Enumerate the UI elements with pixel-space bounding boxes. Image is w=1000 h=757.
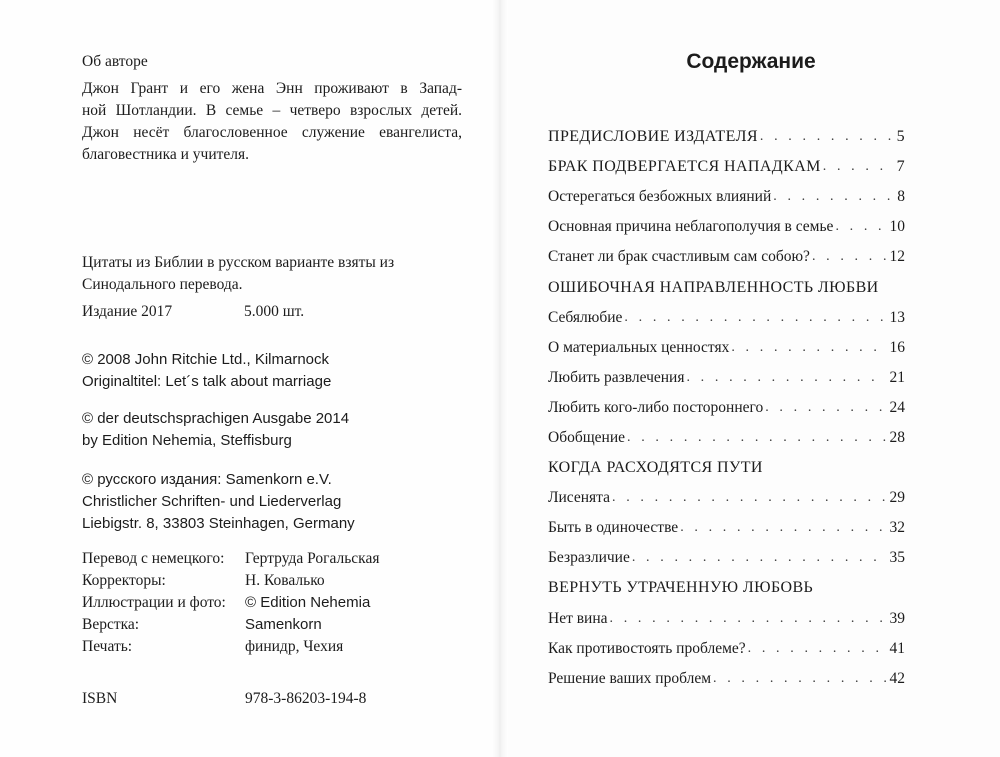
toc-title-text: Нет вина: [548, 609, 608, 627]
toc-title-text: Безразличие: [548, 549, 630, 567]
edition-info: [82, 301, 305, 323]
toc-title-text: ВЕРНУТЬ УТРАЧЕННУЮ ЛЮБОВЬ: [548, 579, 814, 597]
toc-page-number: 8: [897, 188, 905, 206]
credit-label: Корректоры:: [82, 572, 166, 589]
toc-title: Содержание: [686, 50, 816, 73]
credit-value: Н. Ковалько: [245, 572, 325, 589]
toc-section-row: [548, 272, 905, 302]
toc-page-number: 21: [889, 368, 905, 386]
toc-leader-dots: [713, 671, 885, 687]
credit-value: © Edition Nehemia: [245, 594, 371, 611]
credit-label: Печать:: [82, 638, 133, 655]
table-of-contents: [548, 122, 905, 694]
about-author-heading: Об авторе: [82, 53, 148, 70]
toc-entry-row: [548, 664, 905, 694]
toc-page-number: 41: [889, 639, 905, 657]
toc-title-text: ПРЕДИСЛОВИЕ ИЗДАТЕЛЯ: [548, 128, 758, 146]
credit-value: Гертруда Рогальская: [245, 550, 380, 567]
credit-row: [82, 570, 462, 592]
credit-value: Samenkorn: [245, 616, 322, 633]
about-line: Джон несёт благословенное служение евангелиста,: [82, 124, 462, 141]
toc-page-number: 13: [889, 308, 905, 326]
toc-title-text: Остерегаться безбожных влияний: [548, 188, 772, 206]
toc-page-number: 35: [889, 549, 905, 567]
about-line: благовестника и учителя.: [82, 146, 250, 163]
toc-title-text: Основная причина неблагополучия в семье: [548, 218, 834, 236]
toc-entry-row: [548, 423, 905, 453]
toc-entry-row: [548, 333, 905, 363]
copyright-line: © der deutschsprachigen Ausgabe 2014: [82, 410, 350, 427]
isbn-value: 978-3-86203-194-8: [245, 690, 367, 707]
copyright-line: © русского издания: Samenkorn e.V.: [82, 471, 332, 488]
toc-title-text: Быть в одиночестве: [548, 519, 679, 537]
toc-leader-dots: [812, 249, 886, 265]
toc-page-number: 32: [889, 519, 905, 537]
toc-leader-dots: [624, 310, 885, 326]
credits-list: [82, 548, 462, 658]
toc-title-text: О материальных ценностях: [548, 338, 730, 356]
toc-title-text: Обобщение: [548, 428, 626, 446]
toc-entry-row: [548, 513, 905, 543]
toc-section-row: [548, 453, 905, 483]
credit-row: [82, 592, 462, 614]
toc-title-text: Как противостоять проблеме?: [548, 639, 746, 657]
about-line: Джон Грант и его жена Энн проживают в Запад-: [82, 80, 462, 97]
bible-quote-note: [82, 252, 442, 296]
toc-entry-row: [548, 363, 905, 393]
isbn-label: ISBN: [82, 690, 118, 707]
credit-row: [82, 614, 462, 636]
copyright-line: Christlicher Schriften- und Liederverlag: [82, 493, 342, 510]
toc-entry-row: [548, 604, 905, 634]
toc-section-row: [548, 573, 905, 603]
toc-page-number: 5: [896, 128, 905, 146]
toc-leader-dots: [760, 129, 893, 145]
toc-title-text: ОШИБОЧНАЯ НАПРАВЛЕННОСТЬ ЛЮБВИ: [548, 278, 879, 296]
isbn-line: [82, 688, 462, 710]
copyright-line: © 2008 John Ritchie Ltd., Kilmarnock: [82, 351, 330, 368]
quote-note-line: Синодального перевода.: [82, 276, 243, 293]
toc-page-number: 24: [889, 398, 905, 416]
credit-label: Иллюстрации и фото:: [82, 594, 226, 611]
toc-leader-dots: [748, 641, 886, 657]
toc-section-row: [548, 152, 905, 182]
credit-row: [82, 548, 462, 570]
toc-page-number: 39: [889, 609, 905, 627]
toc-section-row: [548, 122, 905, 152]
toc-page-number: 42: [889, 669, 905, 687]
toc-leader-dots: [823, 159, 893, 175]
copyright-line: by Edition Nehemia, Steffisburg: [82, 432, 292, 449]
about-line: ной Шотландии. В семье – четверо взрослых детей.: [82, 102, 462, 119]
toc-entry-row: [548, 212, 905, 242]
copyright-original: [82, 349, 331, 393]
toc-entry-row: [548, 393, 905, 423]
toc-title-text: Решение ваших проблем: [548, 669, 712, 687]
book-gutter: [492, 0, 508, 757]
credit-label: Перевод с немецкого:: [82, 550, 225, 567]
copyright-line: Liebigstr. 8, 33803 Steinhagen, Germany: [82, 515, 355, 532]
edition-count: 5.000 шт.: [244, 303, 305, 320]
copyright-line: Originaltitel: Let´s talk about marriage: [82, 373, 332, 390]
toc-entry-row: [548, 483, 905, 513]
toc-leader-dots: [612, 490, 885, 506]
toc-page-number: 7: [896, 158, 905, 176]
toc-entry-row: [548, 303, 905, 333]
about-author-text: [82, 78, 462, 166]
toc-title-text: БРАК ПОДВЕРГАЕТСЯ НАПАДКАМ: [548, 158, 821, 176]
copyright-russian: [82, 469, 355, 535]
credit-label: Верстка:: [82, 616, 140, 633]
toc-entry-row: [548, 182, 905, 212]
toc-leader-dots: [765, 400, 885, 416]
toc-title-text: Любить кого-либо постороннего: [548, 398, 764, 416]
toc-title-text: Станет ли брак счастливым сам собою?: [548, 248, 810, 266]
toc-page-number: 28: [889, 428, 905, 446]
toc-page-number: 10: [889, 218, 905, 236]
toc-entry-row: [548, 543, 905, 573]
toc-leader-dots: [686, 370, 885, 386]
credit-row: [82, 636, 462, 658]
toc-leader-dots: [627, 430, 885, 446]
toc-title-text: Лисенята: [548, 489, 611, 507]
quote-note-line: Цитаты из Библии в русском варианте взяты из: [82, 254, 395, 271]
toc-leader-dots: [835, 219, 885, 235]
credit-value: финидр, Чехия: [245, 638, 344, 655]
toc-title-text: КОГДА РАСХОДЯТСЯ ПУТИ: [548, 459, 763, 477]
toc-leader-dots: [680, 520, 885, 536]
toc-page-number: 29: [889, 489, 905, 507]
toc-entry-row: [548, 634, 905, 664]
toc-title-text: Любить развлечения: [548, 368, 685, 386]
edition-label: Издание 2017: [82, 303, 173, 320]
toc-leader-dots: [632, 550, 886, 566]
copyright-german: [82, 408, 349, 452]
toc-leader-dots: [773, 189, 893, 205]
toc-leader-dots: [610, 611, 886, 627]
toc-page-number: 16: [889, 338, 905, 356]
toc-title-text: Себялюбие: [548, 308, 623, 326]
toc-entry-row: [548, 242, 905, 272]
toc-leader-dots: [731, 340, 885, 356]
toc-page-number: 12: [889, 248, 905, 266]
